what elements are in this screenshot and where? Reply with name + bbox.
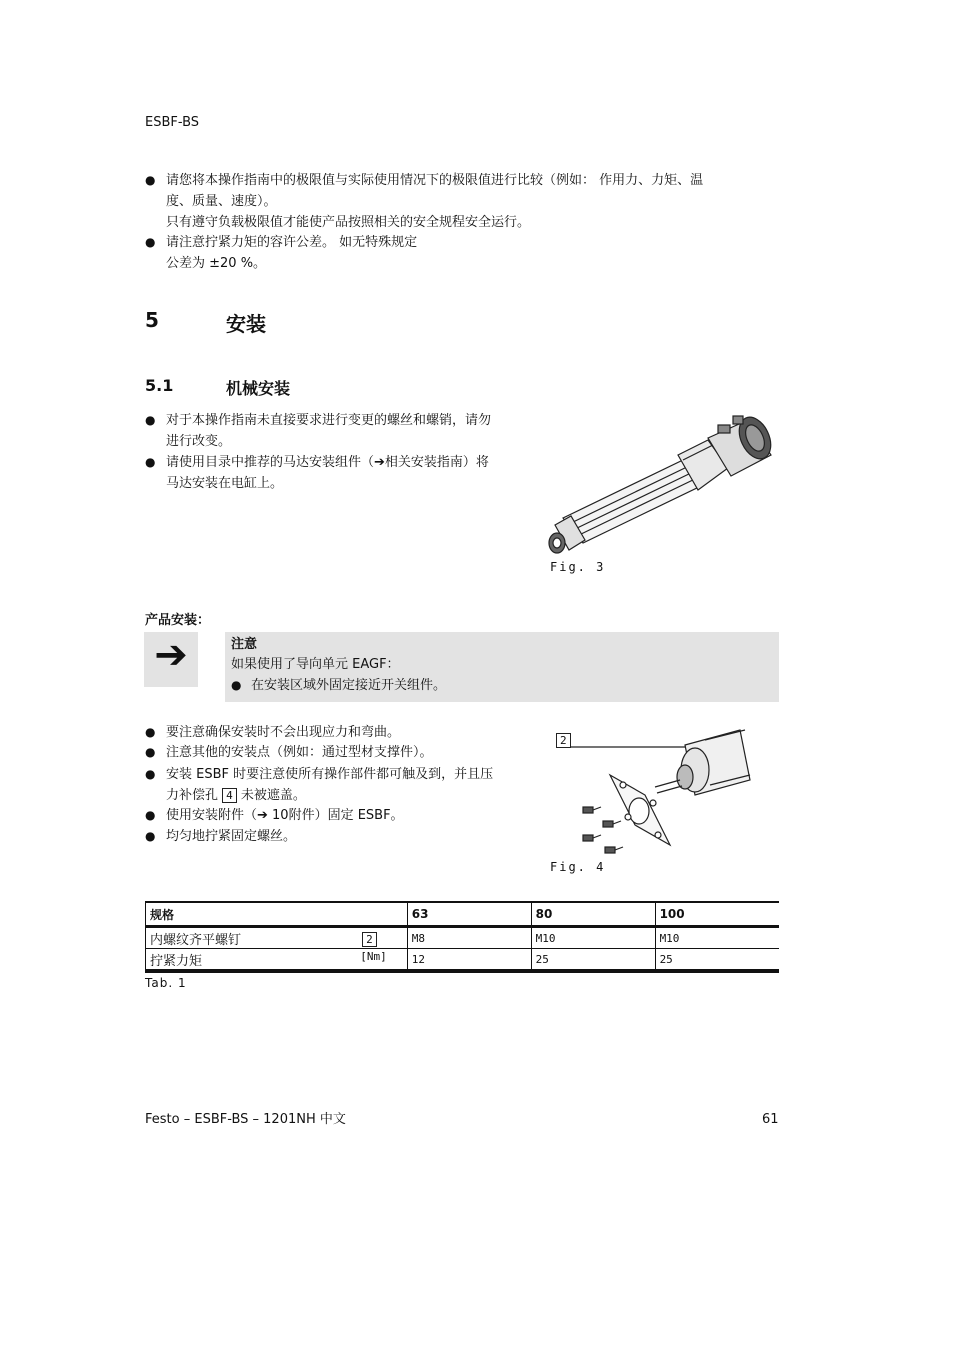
install-bullet-2: 注意其他的安装点（例如：通过型材支撑件）。	[166, 745, 433, 760]
row-label: 内螺纹齐平螺钉	[150, 932, 242, 948]
install-bullet-5: 均匀地拧紧固定螺丝。	[166, 829, 297, 844]
text-fragment: 未被遮盖。	[240, 788, 306, 803]
bullet-dot: ●	[145, 725, 156, 739]
text-line: 只有遵守负载极限值才能使产品按照相关的安全规程安全运行。	[166, 215, 531, 230]
text-line: 对于本操作指南未直接要求进行变更的螺丝和螺销，请勿	[166, 413, 492, 428]
table-label-cell	[146, 927, 408, 949]
table-cell: 25	[531, 949, 655, 972]
callout-number: 2	[362, 932, 377, 947]
table-cell: M10	[655, 927, 779, 949]
table-row	[146, 927, 780, 949]
section-title: 安装	[226, 312, 266, 336]
bullet-dot: ●	[231, 678, 242, 692]
bullet-dot: ●	[145, 808, 156, 822]
table-caption: Tab. 1	[145, 976, 187, 990]
intro-bullet-1	[166, 170, 703, 233]
figure-caption: Fig. 4	[550, 860, 606, 874]
row-label: 拧紧力矩	[150, 953, 203, 969]
text-line: 公差为 ±20 %。	[166, 256, 267, 271]
table-cell: M8	[407, 927, 531, 949]
subsection-number: 5.1	[145, 376, 174, 395]
electric-cylinder-illustration	[543, 410, 783, 560]
note-icon-box	[144, 632, 198, 687]
note-line: 如果使用了导向单元 EAGF：	[231, 657, 400, 672]
running-header: ESBF-BS	[145, 115, 200, 130]
mounting-kit-illustration	[545, 725, 760, 860]
table-label-cell	[146, 949, 408, 972]
section-number: 5	[145, 308, 159, 332]
product-install-heading: 产品安装：	[145, 613, 211, 628]
install-bullet-3	[166, 764, 493, 806]
text-line: 请注意拧紧力矩的容许公差。 如无特殊规定	[166, 235, 418, 250]
table-header-cell: 80	[531, 902, 655, 927]
text-fragment: 力补偿孔	[166, 788, 219, 803]
unit-label: [Nm]	[360, 949, 387, 963]
table-header-cell: 63	[407, 902, 531, 927]
bullet-dot: ●	[145, 455, 156, 469]
text-line: 马达安装在电缸上。	[166, 476, 284, 491]
table-header-cell: 100	[655, 902, 779, 927]
table-header-cell: 规格	[146, 902, 408, 927]
bullet-dot: ●	[145, 413, 156, 427]
bullet-dot: ●	[145, 767, 156, 781]
mech-bullet-1	[166, 410, 491, 452]
table-cell: 25	[655, 949, 779, 972]
arrow-right-icon: ➔	[154, 632, 188, 678]
table-header-row	[146, 902, 780, 927]
text-line: 安装 ESBF 时要注意使所有操作部件都可触及到，并且压	[166, 767, 494, 782]
text-line: 进行改变。	[166, 434, 232, 449]
page-number: 61	[762, 1112, 779, 1127]
text-line	[166, 785, 493, 806]
intro-bullet-2	[166, 232, 417, 274]
mech-bullet-2	[166, 452, 489, 494]
table-cell: 12	[407, 949, 531, 972]
figure-caption: Fig. 3	[550, 560, 606, 574]
note-bullet: 在安装区域外固定接近开关组件。	[251, 678, 447, 693]
text-line: 请使用目录中推荐的马达安装组件（➔相关安装指南）将	[166, 455, 489, 470]
bullet-dot: ●	[145, 745, 156, 759]
spec-table	[145, 901, 779, 973]
bullet-dot: ●	[145, 829, 156, 843]
callout-number: 4	[222, 788, 237, 803]
bullet-dot: ●	[145, 235, 156, 249]
install-bullet-4: 使用安装附件（➔ 10附件）固定 ESBF。	[166, 808, 404, 823]
text-line: 度、质量、速度）。	[166, 194, 277, 209]
footer-text: Festo – ESBF-BS – 1201NH 中文	[145, 1112, 346, 1127]
callout-number: 2	[556, 733, 571, 748]
table-cell: M10	[531, 927, 655, 949]
note-title: 注意	[231, 637, 258, 652]
text-line: 请您将本操作指南中的极限值与实际使用情况下的极限值进行比较（例如： 作用力、力矩、温	[166, 173, 704, 188]
install-bullet-1: 要注意确保安装时不会出现应力和弯曲。	[166, 725, 401, 740]
table-row	[146, 949, 780, 972]
bullet-dot: ●	[145, 173, 156, 187]
subsection-title: 机械安装	[226, 379, 291, 398]
